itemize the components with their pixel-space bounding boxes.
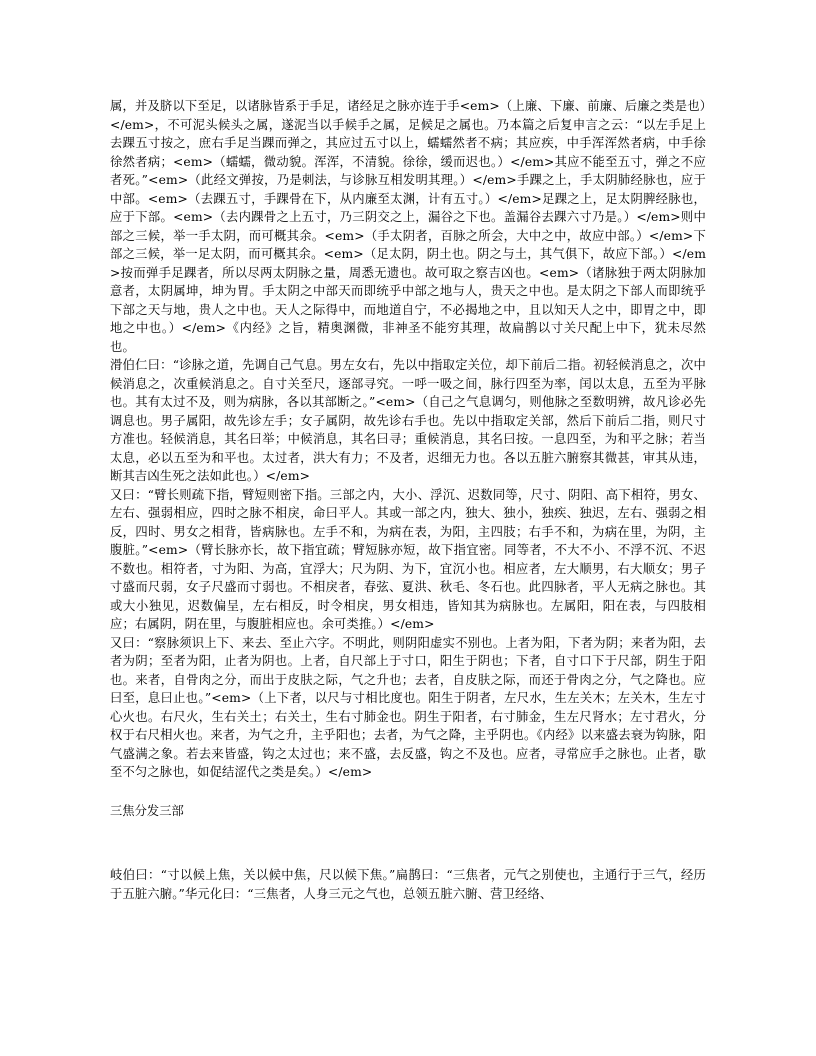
spacer <box>110 820 706 866</box>
paragraph-2: 滑伯仁曰：“诊脉之道，先调自己气息。男左女右，先以中指取定关位，却下前后二指。初轻候消息之，次中候消息之，次重候消息之。自寸关至尺，逐部寻究。一呼一吸之间，脉行四至为率，闰以太息，五至为平脉也。其有太过不及，则为病脉，各以其部断之。”<em>（自己之气息调匀，则他脉之至数明辨，故凡诊必先调息也。男子属阳，故先诊左手；女子属阴，故先诊右手也。先以中指取定关部，然后下前后二指，则尺寸方准也。轻候消息，其名曰举；中候消息，其名曰寻；重候消息，其名曰按。一息四至，为和平之脉；若当太息，必以五至为和平也。太过者，洪大有力；不及者，迟细无力也。各以五脏六腑察其微甚，审其从违，断其吉凶生死之法如此也。）</em> <box>110 358 706 483</box>
paragraph-5: 岐伯曰：“寸以候上焦，关以候中焦，尺以候下焦。”扁鹊曰：“三焦者，元气之别使也，主通行于三气，经历于五脏六腑。”华元化曰：“三焦者，人身三元之气也，总领五脏六腑、营卫经络、 <box>110 868 706 901</box>
paragraph-3: 又曰：“臂长则疏下指，臂短则密下指。三部之内，大小、浮沉、迟数同等，尺寸、阴阳、高下相符，男女、左右、强弱相应，四时之脉不相戾，命曰平人。其或一部之内，独大、独小，独疾、独迟，左右、强弱之相反，四时、男女之相背，皆病脉也。左手不和，为病在表，为阳，主四肢；右手不和，为病在里，为阴，主腹脏。”<em>（臂长脉亦长，故下指宜疏；臂短脉亦短，故下指宜密。同等者，不大不小、不浮不沉、不迟不数也。相符者，寸为阳、为高，宜浮大；尺为阴、为下，宜沉小也。相应者，左大顺男，右大顺女；男子寸盛而尺弱，女子尺盛而寸弱也。不相戾者，春弦、夏洪、秋毛、冬石也。此四脉者，平人无病之脉也。其或大小独见，迟数偏呈，左右相反，时令相戾，男女相违，皆知其为病脉也。左属阳，阳在表，与四肢相应；右属阴，阴在里，与腹脏相应也。余可类推。）</em> <box>110 487 706 631</box>
document-page <box>110 97 706 903</box>
paragraph-4: 又曰：“察脉须识上下、来去、至止六字。不明此，则阴阳虚实不别也。上者为阳，下者为阴；来者为阳，去者为阴；至者为阳，止者为阴也。上者，自尺部上于寸口，阳生于阴也；下者，自寸口下于尺部，阴生于阳也。来者，自骨肉之分，而出于皮肤之际，气之升也；去者，自皮肤之际，而还于骨肉之分，气之降也。应曰至，息曰止也。”<em>（上下者，以尺与寸相比度也。阳生于阴者，左尺水，生左关木；左关木，生左寸心火也。右尺火，生右关土；右关土，生右寸肺金也。阴生于阳者，右寸肺金，生左尺肾水；左寸君火，分权于右尺相火也。来者，为气之升，主乎阳也；去者，为气之降，主乎阴也。《内经》以来盛去衰为钩脉，阳气盛满之象。若去来皆盛，钩之太过也；来不盛，去反盛，钩之不及也。应者，寻常应手之脉也。止者，歇至不匀之脉也，如促结涩代之类是矣。）</em> <box>110 635 706 779</box>
section-heading: 三焦分发三部 <box>110 803 184 818</box>
paragraph-1: 属，并及脐以下至足，以诸脉皆系于手足，诸经足之脉亦连于手<em>（上廉、下廉、前廉、后廉之类是也）</em>，不可泥头候头之属，遂泥当以手候手之属，足候足之属也。乃本篇之后复申言之云：“以左手足上去踝五寸按之，庶右手足当踝而弹之，其应过五寸以上，蠕蠕然者不病；其应疾，中手浑浑然者病，中手徐徐然者病；<em>（蠕蠕，微动貌。浑浑，不清貌。徐徐，缓而迟也。）</em>其应不能至五寸，弹之不应者死。”<em>（此经文弹按，乃是刺法，与诊脉互相发明其理。）</em>手踝之上，手太阴肺经脉也，应于中部。<em>（去踝五寸，手踝骨在下，从内廉至太渊，计有五寸。）</em>足踝之上，足太阴脾经脉也，应于下部。<em>（去内踝骨之上五寸，乃三阴交之上，漏谷之下也。盖漏谷去踝六寸乃是。）</em>则中部之三候，举一手太阴，而可概其余。<em>（手太阴者，百脉之所会，大中之中，故应中部。）</em>下部之三候，举一足太阴，而可概其余。<em>（足太阴，阴土也。阴之与土，其气俱下，故应下部。）</em>按而弹手足踝者，所以尽两太阴脉之量，周悉无遗也。故可取之察吉凶也。<em>（诸脉独于两太阴脉加意者，太阴属坤，坤为胃。手太阴之中部天而即统乎中部之地与人，贵天之中也。是太阴之下部人而即统乎下部之天与地，贵人之中也。天人之际得中，而地道自宁，不必揭地之中，且以知天人之中，即胃之中，即地之中也。）</em>《内经》之旨，精奥渊微，非神圣不能穷其理，故扁鹊以寸关尺配上中下，犹未尽然也。 <box>110 99 706 354</box>
